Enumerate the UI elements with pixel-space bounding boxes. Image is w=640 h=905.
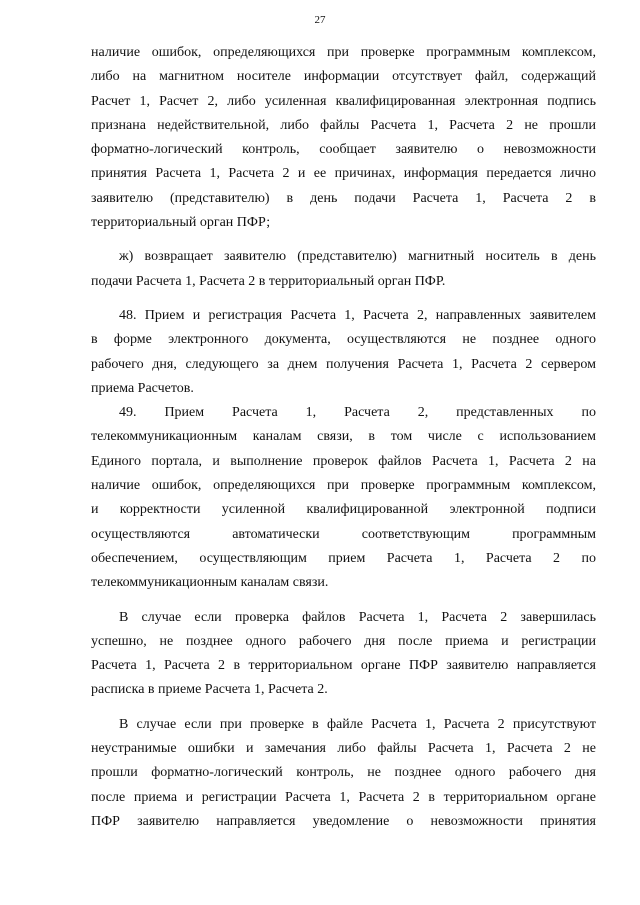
text-line: телекоммуникационным каналам связи, в том числе с использованием — [91, 429, 596, 445]
text-line: В случае если при проверке в файле Расчета 1, Расчета 2 присутствуют — [119, 716, 596, 732]
text-line: признана недействительной, либо файлы Расчета 1, Расчета 2 не прошли — [91, 117, 596, 133]
text-line: либо на магнитном носителе информации отсутствует файл, содержащий — [91, 69, 596, 85]
text-line: заявителю (представителю) в день подачи Расчета 1, Расчета 2 в — [91, 190, 596, 206]
text-line: телекоммуникационным каналам связи. — [91, 575, 329, 591]
text-line: форматно-логический контроль, сообщает заявителю о невозможности — [91, 142, 596, 158]
text-line: 48. Прием и регистрация Расчета 1, Расчета 2, направленных заявителем — [119, 307, 596, 323]
text-line: осуществляются автоматически соответствующим программным — [91, 526, 596, 542]
text-line: обеспечением, осуществляющим прием Расчета 1, Расчета 2 по — [91, 550, 596, 566]
text-line: ж) возвращает заявителю (представителю) магнитный носитель в день — [119, 249, 596, 265]
paragraph-gap — [91, 294, 596, 304]
text-line: неустранимые ошибки и замечания либо файлы Расчета 1, Расчета 2 не — [91, 741, 596, 757]
text-line: подачи Расчета 1, Расчета 2 в территориальный орган ПФР. — [91, 273, 446, 289]
text-line: в форме электронного документа, осуществляются не позднее одного — [91, 332, 596, 348]
document-body — [91, 41, 596, 834]
text-line: наличие ошибок, определяющихся при проверке программным комплексом, — [91, 45, 596, 60]
paragraph-gap — [91, 703, 596, 713]
text-line: и корректности усиленной квалифицированной электронной подписи — [91, 502, 596, 518]
text-line: рабочего дня, следующего за днем получения Расчета 1, Расчета 2 сервером — [91, 356, 596, 372]
paragraph-gap — [91, 596, 596, 606]
text-line: после приема и регистрации Расчета 1, Расчета 2 в территориальном органе — [91, 789, 596, 805]
text-line: прошли форматно-логический контроль, не позднее одного рабочего дня — [91, 765, 596, 781]
text-line: 49. Прием Расчета 1, Расчета 2, представленных по — [119, 405, 596, 421]
text-line: расписка в приеме Расчета 1, Расчета 2. — [91, 682, 328, 698]
text-line: Единого портала, и выполнение проверок файлов Расчета 1, Расчета 2 на — [91, 453, 596, 469]
text-line: Расчета 1, Расчета 2 в территориальном органе ПФР заявителю направляется — [91, 658, 596, 674]
text-line: приема Расчетов. — [91, 380, 194, 396]
text-line: успешно, не позднее одного рабочего дня после приема и регистрации — [91, 633, 596, 649]
page-number: 27 — [314, 14, 326, 26]
text-line: Расчет 1, Расчет 2, либо усиленная квалифицированная электронная подпись — [91, 93, 596, 109]
text-line: принятия Расчета 1, Расчета 2 и ее причинах, информация передается лично — [91, 166, 596, 182]
text-line: В случае если проверка файлов Расчета 1, Расчета 2 завершилась — [119, 609, 596, 625]
text-line: территориальный орган ПФР; — [91, 215, 271, 231]
text-line: ПФР заявителю направляется уведомление о невозможности принятия — [91, 813, 596, 829]
paragraph-gap — [91, 235, 596, 245]
text-line: наличие ошибок, определяющихся при проверке программным комплексом, — [91, 478, 596, 494]
